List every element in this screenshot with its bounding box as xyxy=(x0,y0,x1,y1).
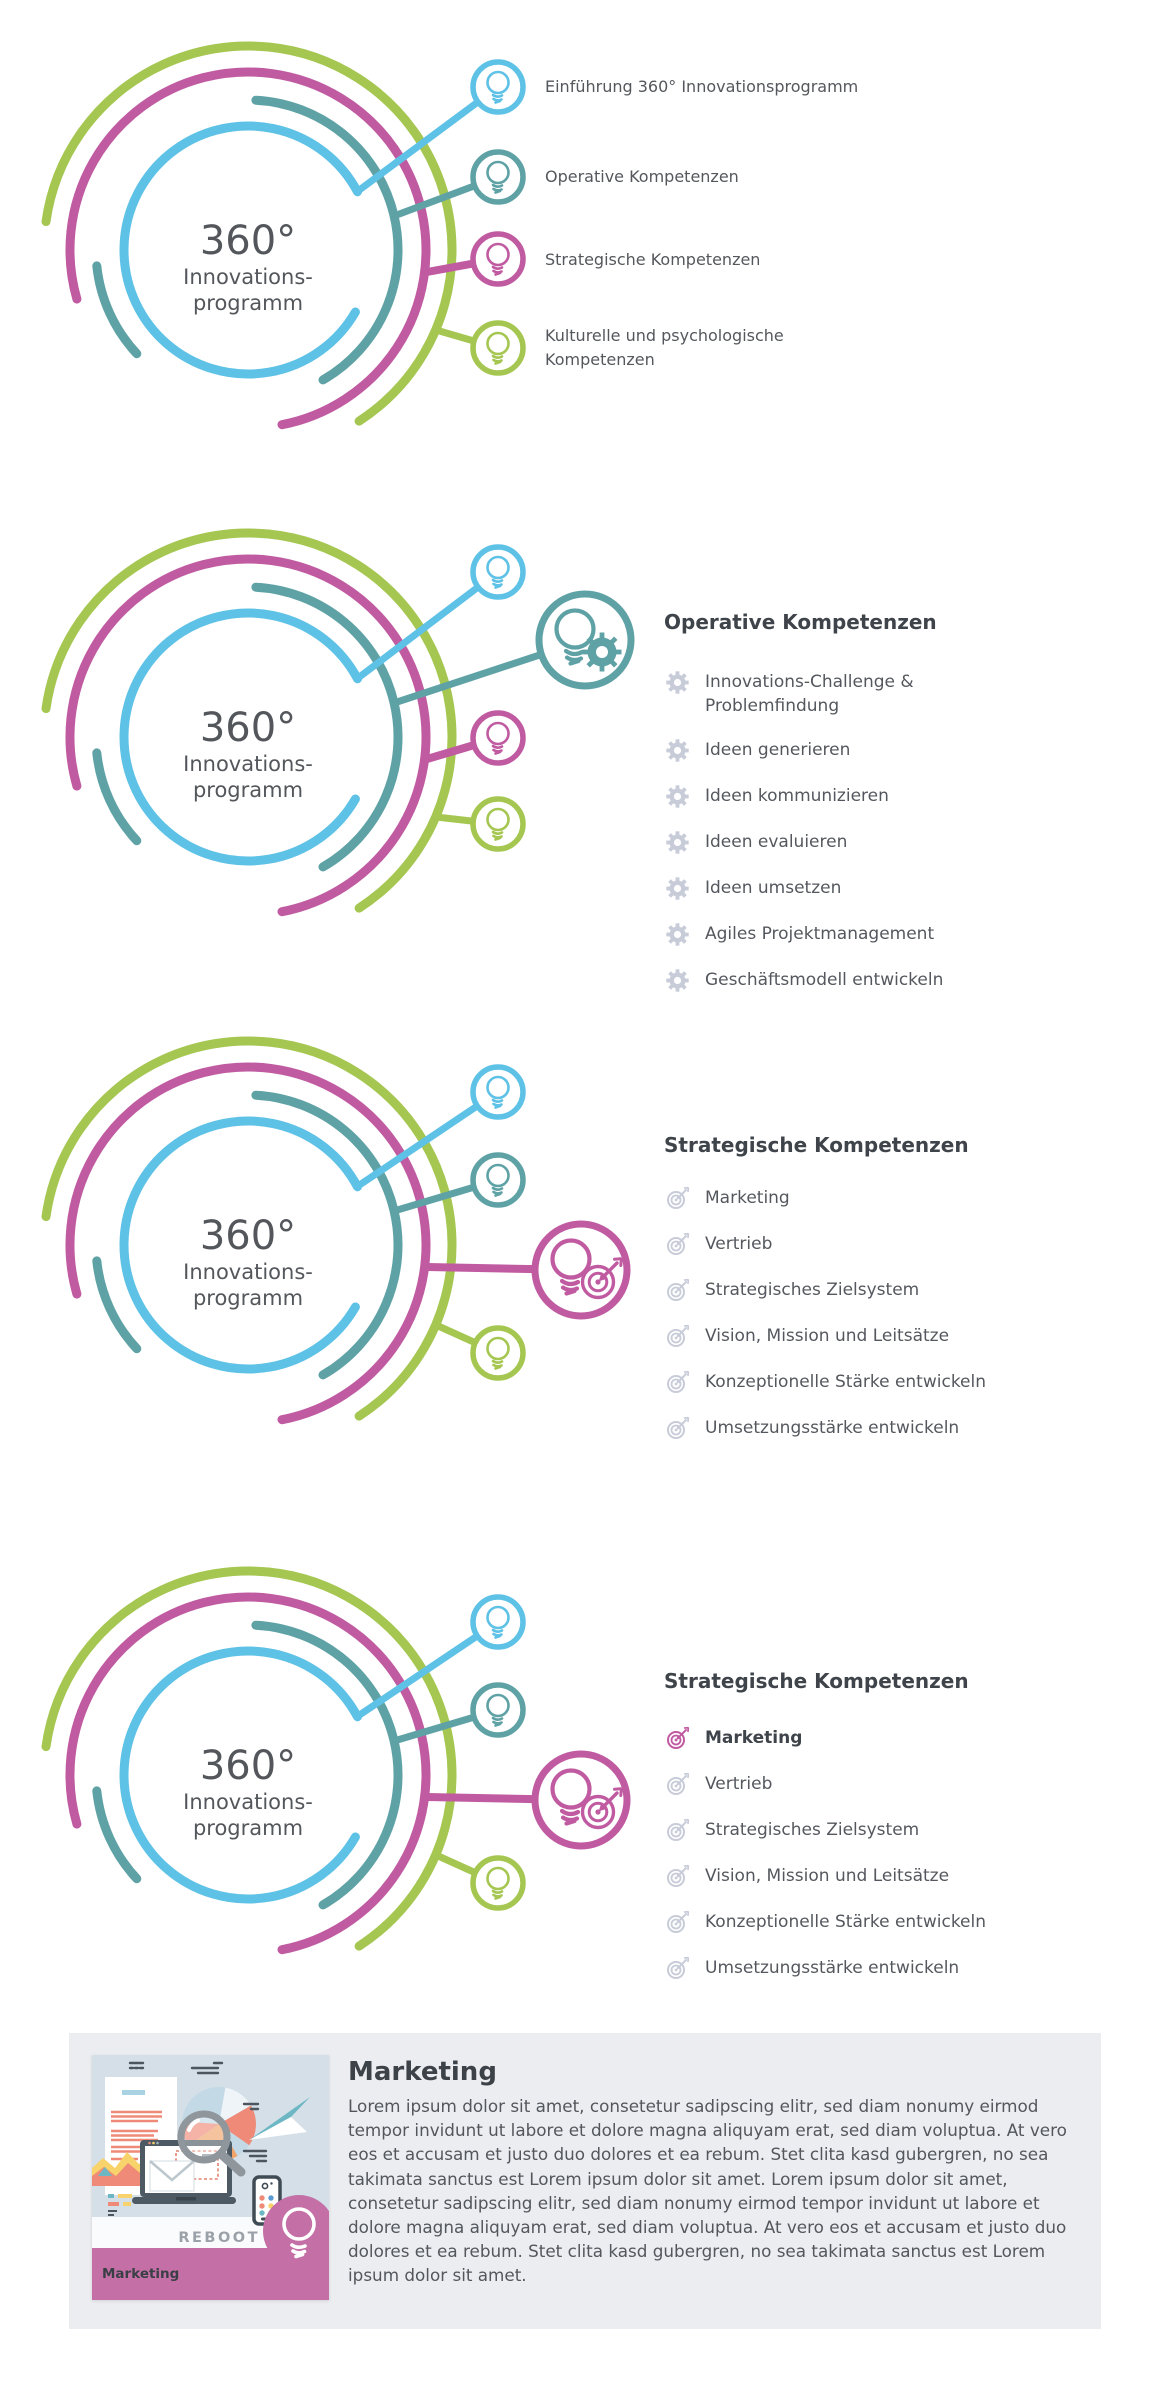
lightbulb-icon xyxy=(473,152,523,202)
label-einfuehrung: Einführung 360° Innovationsprogramm xyxy=(545,77,859,96)
marketing-illustration xyxy=(92,2055,329,2300)
strategic-heading: Strategische Kompetenzen xyxy=(664,1133,969,1157)
hub-subtitle-2: programm xyxy=(192,291,304,315)
hub-title: 360° xyxy=(199,218,297,264)
list-item: Marketing xyxy=(664,1187,986,1212)
gear-icon xyxy=(664,829,691,856)
lightbulb-icon xyxy=(473,323,523,373)
hub-label: 360° Innovations- programm xyxy=(183,1213,313,1310)
list-item: Geschäftsmodell entwickeln xyxy=(664,969,977,994)
lightbulb-icon xyxy=(473,1067,523,1117)
list-item: Innovations-Challenge & Problemfindung xyxy=(664,671,977,718)
list-item: Ideen evaluieren xyxy=(664,831,977,856)
target-icon xyxy=(664,1817,691,1844)
hub-label: 360° Innovations- programm xyxy=(183,705,313,802)
lightbulb-icon xyxy=(473,799,523,849)
lightbulb-icon xyxy=(473,62,523,112)
list-item: Umsetzungsstärke entwickeln xyxy=(664,1417,986,1442)
gear-icon xyxy=(664,967,691,994)
list-item: Vertrieb xyxy=(664,1773,986,1798)
gear-icon xyxy=(664,921,691,948)
hub-label xyxy=(138,218,358,316)
target-icon xyxy=(664,1277,691,1304)
target-lightbulb-icon xyxy=(535,1754,627,1846)
hub-label: 360° Innovations- programm xyxy=(183,1743,313,1840)
operative-list xyxy=(664,671,977,1015)
list-item: Konzeptionelle Stärke entwickeln xyxy=(664,1371,986,1396)
lightbulb-icon xyxy=(473,1858,523,1908)
lightbulb-icon xyxy=(473,1155,523,1205)
gear-icon xyxy=(664,737,691,764)
strategic-heading-2: Strategische Kompetenzen xyxy=(664,1669,969,1693)
target-icon xyxy=(664,1185,691,1212)
list-item: Konzeptionelle Stärke entwickeln xyxy=(664,1911,986,1936)
gear-icon xyxy=(664,783,691,810)
target-icon xyxy=(664,1725,691,1752)
target-icon xyxy=(664,1955,691,1982)
label-strategische: Strategische Kompetenzen xyxy=(545,250,761,269)
card-label: Marketing xyxy=(102,2266,180,2282)
list-item: Ideen kommunizieren xyxy=(664,785,977,810)
list-item: Ideen umsetzen xyxy=(664,877,977,902)
operative-heading: Operative Kompetenzen xyxy=(664,610,937,634)
lightbulb-icon xyxy=(473,1685,523,1735)
target-icon xyxy=(664,1863,691,1890)
list-item: Ideen generieren xyxy=(664,739,977,764)
target-icon xyxy=(664,1771,691,1798)
target-icon xyxy=(664,1323,691,1350)
detail-body: Lorem ipsum dolor sit amet, consetetur sadipscing elitr, sed diam nonumy eirmod tempor invidunt ut labore et dolore magna aliquyam erat, sed diam voluptua. At vero eos et accusam et justo duo dolores et ea rebum. Stet clita kasd gubergren, no sea takimata sanctus est Lorem ipsum dolor sit amet. Lorem ipsum dolor sit amet, consetetur sadipscing elitr, sed diam nonumy eirmod tempor invidunt ut labore et dolore magna aliquyam erat, sed diam voluptua. At vero eos et accusam et justo duo dolores et ea rebum. Stet clita kasd gubergren, no sea takimata sanctus est Lorem ipsum dolor sit amet. xyxy=(348,2096,1067,2286)
list-item: Strategisches Zielsystem xyxy=(664,1279,986,1304)
target-icon xyxy=(664,1415,691,1442)
lightbulb-icon xyxy=(473,234,523,284)
label-kulturelle: Kulturelle und psychologische Kompetenzen xyxy=(545,326,784,369)
list-item: Agiles Projektmanagement xyxy=(664,923,977,948)
label-operative: Operative Kompetenzen xyxy=(545,167,739,186)
lightbulb-icon xyxy=(473,547,523,597)
reboot-watermark: REBOOT xyxy=(178,2230,260,2246)
gear-icon xyxy=(664,875,691,902)
list-item: Vision, Mission und Leitsätze xyxy=(664,1865,986,1890)
list-item: Vision, Mission und Leitsätze xyxy=(664,1325,986,1350)
lightbulb-icon xyxy=(473,713,523,763)
list-item: Vertrieb xyxy=(664,1233,986,1258)
gear-lightbulb-icon xyxy=(539,594,631,686)
lightbulb-icon xyxy=(473,1328,523,1378)
gear-icon xyxy=(664,669,691,696)
strategic-list-marketing xyxy=(664,1727,986,2003)
hub-subtitle-1: Innovations- xyxy=(183,265,313,289)
list-item-active-marketing: Marketing xyxy=(664,1727,986,1752)
lightbulb-icon xyxy=(473,1597,523,1647)
detail-heading: Marketing xyxy=(348,2057,497,2087)
target-lightbulb-icon xyxy=(535,1224,627,1316)
target-icon xyxy=(664,1909,691,1936)
list-item: Strategisches Zielsystem xyxy=(664,1819,986,1844)
target-icon xyxy=(664,1231,691,1258)
strategic-list xyxy=(664,1187,986,1463)
list-item: Umsetzungsstärke entwickeln xyxy=(664,1957,986,1982)
target-icon xyxy=(664,1369,691,1396)
